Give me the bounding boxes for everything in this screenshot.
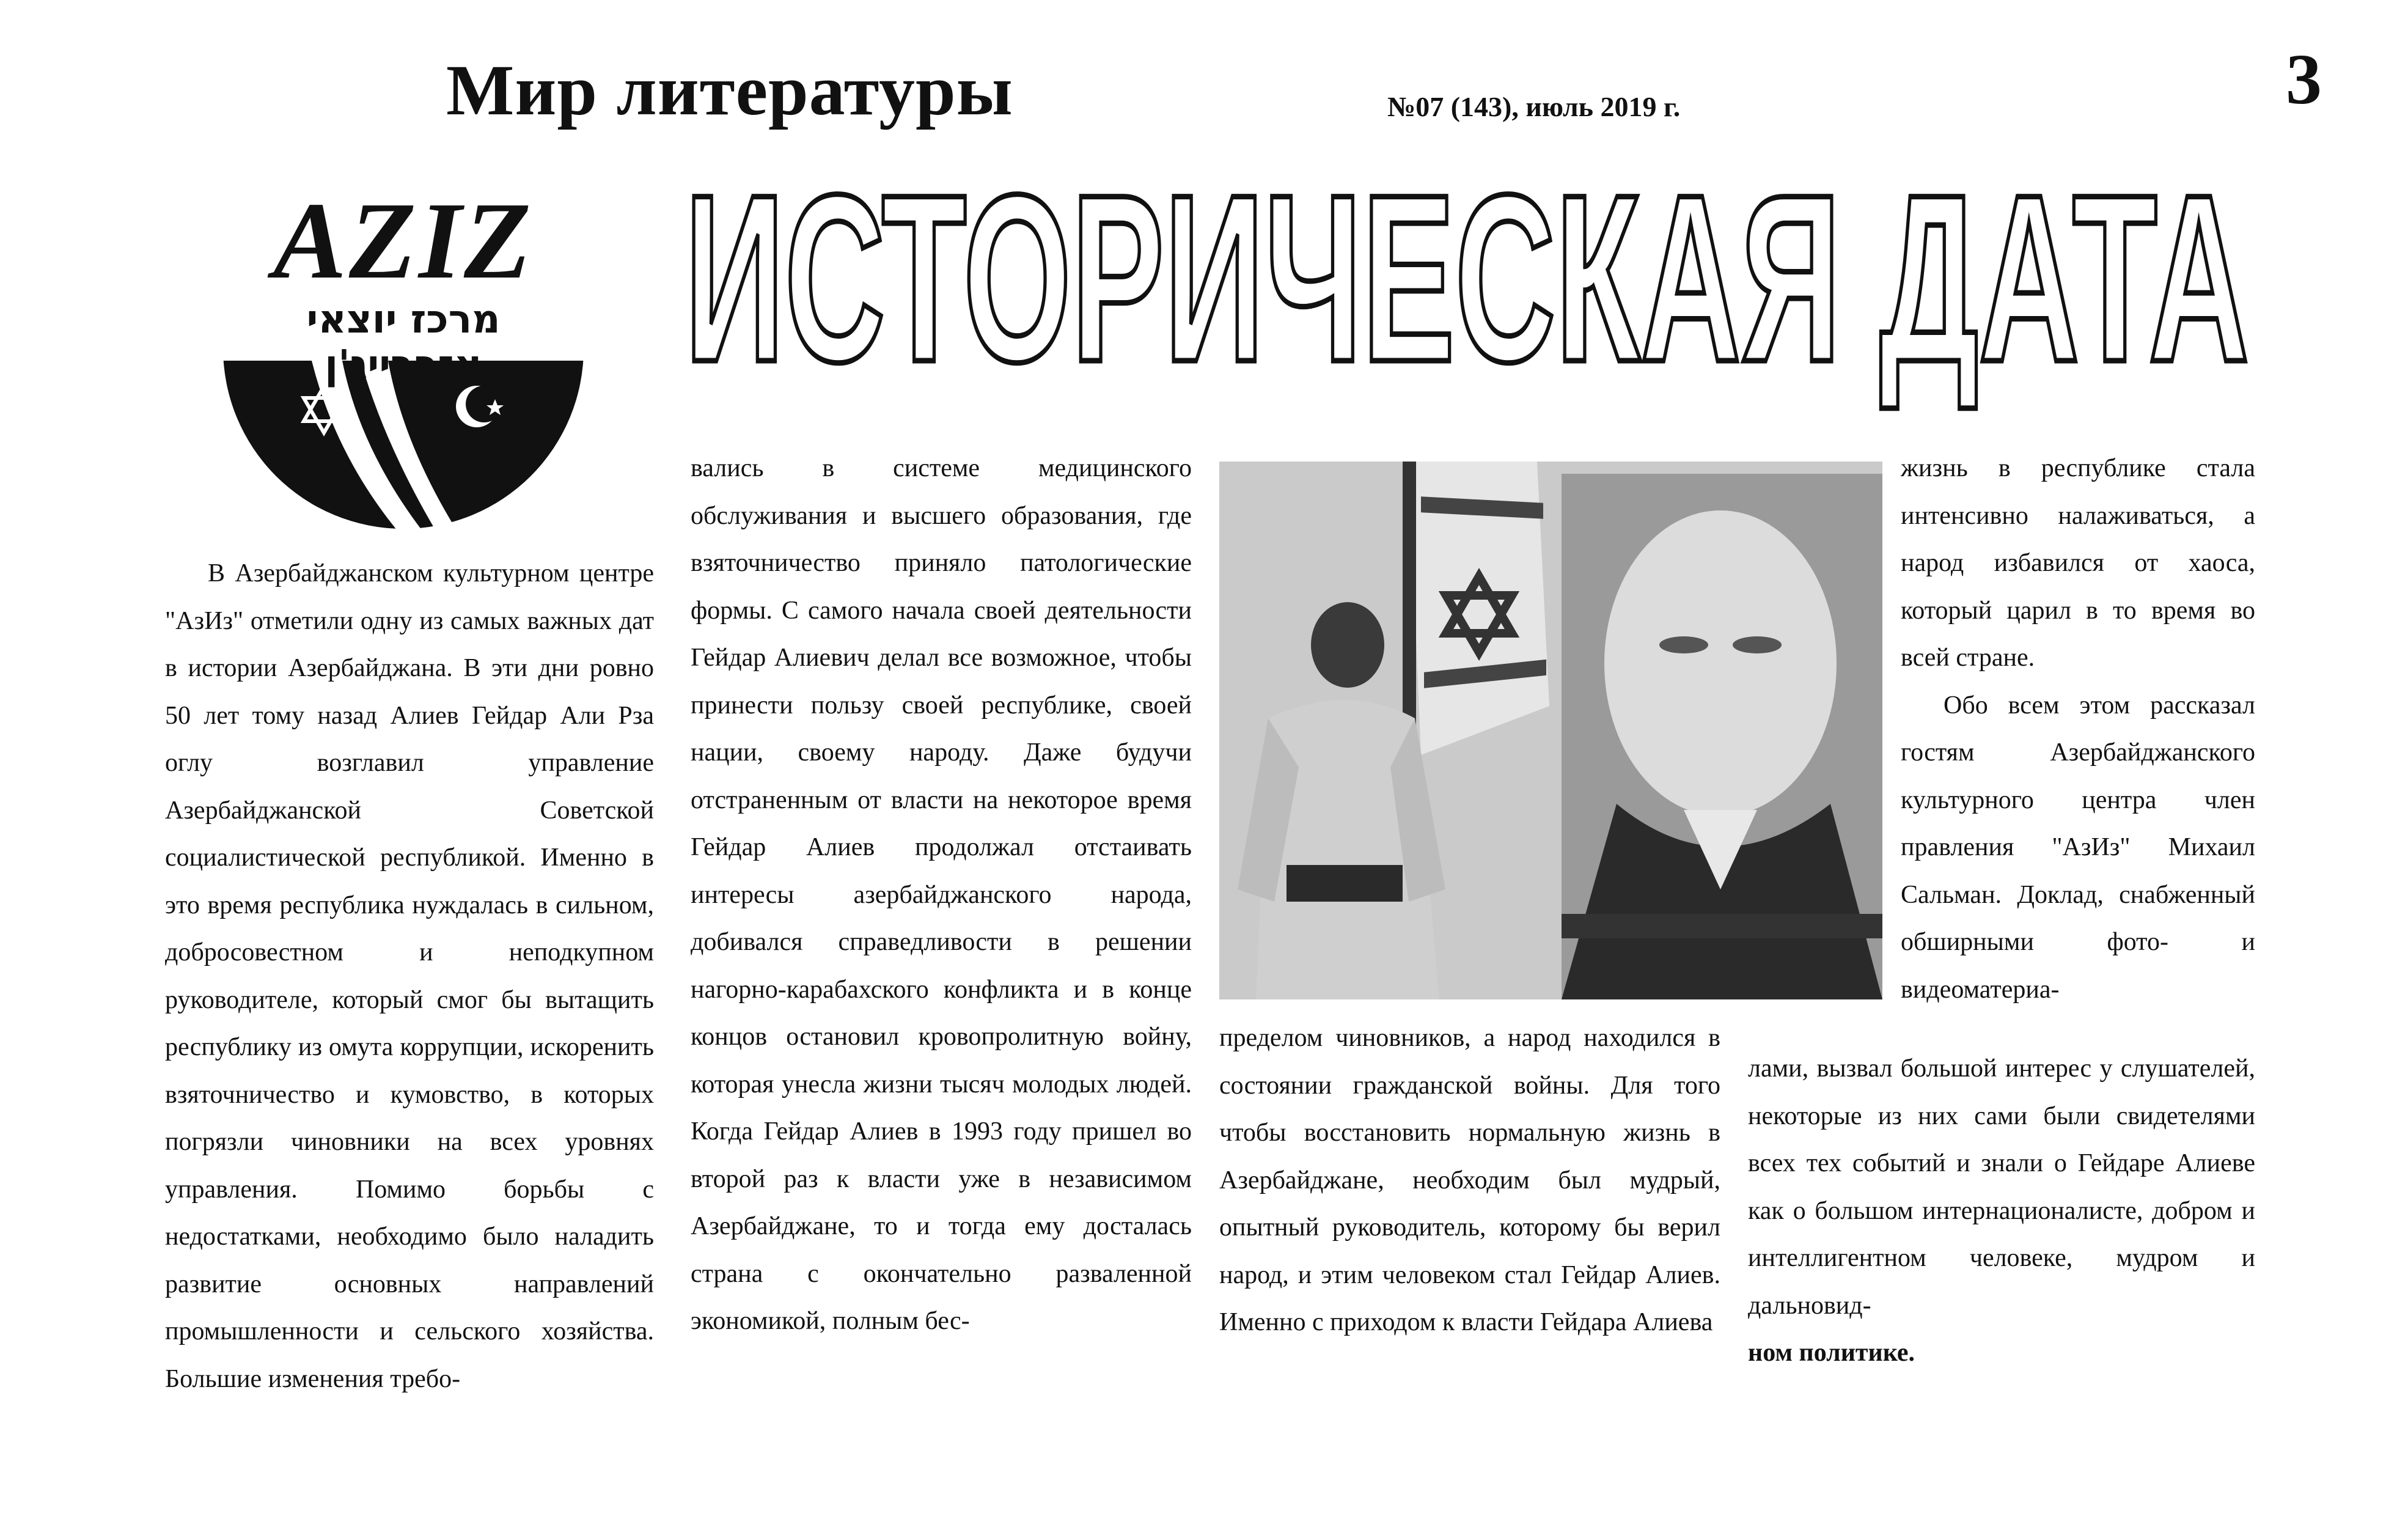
article-column-1 (165, 550, 654, 1393)
page-number: 3 (2286, 39, 2322, 119)
portrait-banner (1562, 474, 1882, 999)
article-column-3 (1219, 1015, 1720, 1388)
event-photo (1219, 462, 1882, 999)
article-paragraph: Обо всем этом рассказал гостям Азербайджанского культурного центра член правления "АзИз" Михаил Сальман. Доклад, снабженный обширными фото- и видеоматериа- (1901, 691, 2255, 1004)
article-paragraph: вались в системе медицинского обслуживания и высшего образования, где взяточничество приняло патологические формы. С самого начала своей деятельности Гейдар Алиевич делал все возможное, чтобы принести пользу своей республике, своей нации, своему народу. Даже будучи отстраненным от власти на некоторое время Гейдар Алиев продолжал отстаивать интересы азербайджанского народа, добивался справедливости в решении нагорно-карабахского конфликта и в конце концов остановил кровопролитную войну, которая унесла жизни тысяч молодых людей. Когда Гейдар Алиев в 1993 году пришел во второй раз к власти уже в независимом Азербайджане, то и тогда ему досталась страна с окончательно разваленной экономикой, полным бес- (691, 454, 1192, 1335)
israel-flag (1409, 462, 1549, 755)
article-column-2 (691, 445, 1192, 1386)
article-column-4-top (1901, 445, 2255, 1007)
headline (685, 159, 2255, 416)
article-paragraph: лами, вызвал большой интерес у слушателей, некоторые из них сами были свидетелями всех тех событий и знали о Гейдаре Алиеве как о большом интернационалисте, добром и интеллигентном человеке, мудром и дальновид- (1748, 1054, 2255, 1320)
logo-hebrew-text: מרכז יוצאי אזרבייג'ן (306, 297, 501, 388)
section-title: Мир литературы (446, 50, 1013, 130)
issue-info: №07 (143), июль 2019 г. (1387, 91, 1681, 122)
article-paragraph: пределом чиновников, а народ находился в состоянии гражданской войны. Для того чтобы восстановить нормальную жизнь в Азербайджане, необходим был мудрый, опытный руководитель, которому бы верил народ, и этим человеком стал Гейдар Алиев. Именно с приходом к власти Гейдара Алиева (1219, 1024, 1720, 1336)
article-paragraph: В Азербайджанском культурном центре "АзИз" отметили одну из самых важных дат в истории Азербайджана. В эти дни ровно 50 лет тому назад Алиев Гейдар Али Рза оглу возглавил управление Азербайджанской Советской социалистической республикой. Именно в это время республика нуждалась в сильном, добросовестном и неподкупном руководителе, который смог бы вытащить республику из омута коррупции, искоренить взяточничество и кумовство, в которых погрязли чиновники на всех уровнях управления. Помимо борьбы с недостатками, необходимо было наладить развитие основных направлений промышленности и сельского хозяйства. Большие изменения требо- (165, 559, 654, 1393)
article-closing-line: ном политике. (1748, 1339, 1915, 1367)
article-paragraph: жизнь в республике стала интенсивно налаживаться, а народ избавился от хаоса, который царил в то время во всей стране. (1901, 454, 2255, 672)
headline-text: ИСТОРИЧЕСКАЯ ДАТА (685, 159, 2249, 411)
logo-title: AZIZ (273, 180, 534, 301)
article-column-4-bottom (1748, 1045, 2255, 1388)
